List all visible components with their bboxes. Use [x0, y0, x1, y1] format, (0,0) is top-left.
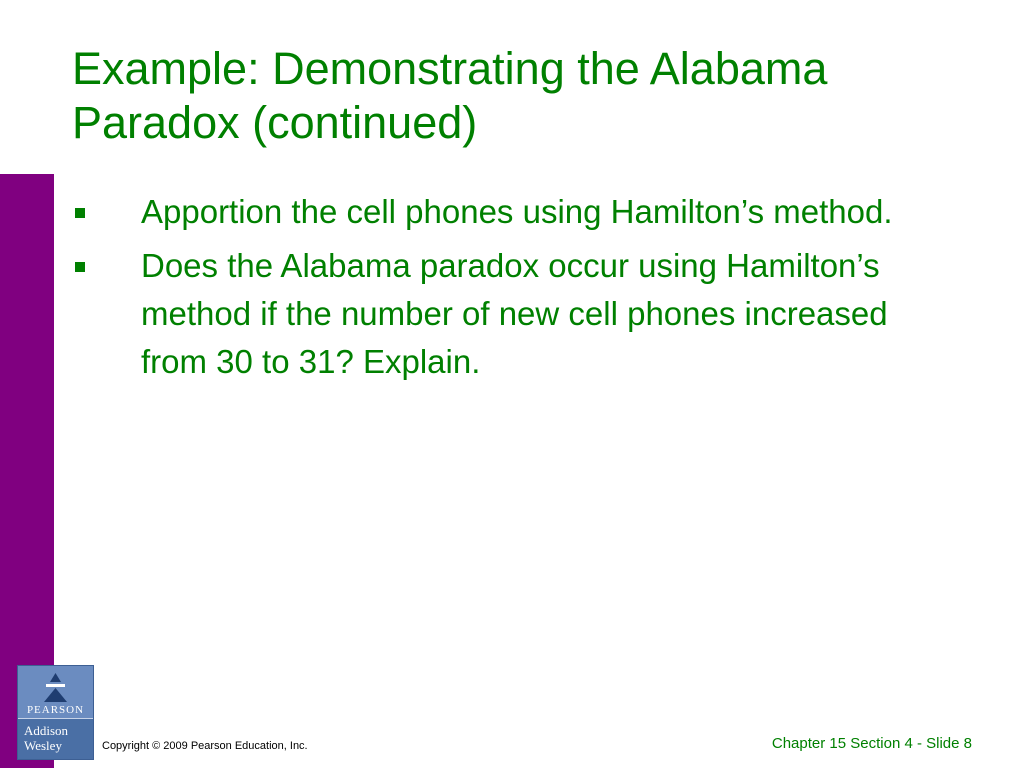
bullet-list: [72, 188, 952, 392]
logo-imprint-line-1: Addison: [24, 723, 69, 738]
copyright-notice: Copyright © 2009 Pearson Education, Inc.: [102, 740, 308, 752]
slide-title-line-2: Paradox (continued): [72, 97, 478, 148]
bullet-item: [72, 242, 952, 386]
bullet-text: Does the Alabama paradox occur using Hamilton’s method if the number of new cell phones increased from 30 to 31? Explain.: [141, 247, 888, 380]
square-bullet-icon: [75, 208, 85, 218]
logo-imprint-line-2: Wesley: [24, 738, 62, 753]
square-bullet-icon: [75, 262, 85, 272]
slide-title-line-1: Example: Demonstrating the Alabama: [72, 43, 828, 94]
pearson-addison-wesley-logo: [17, 665, 94, 760]
bullet-text: Apportion the cell phones using Hamilton’s method.: [141, 193, 893, 230]
slide-title: [72, 42, 972, 150]
slide-number: Chapter 15 Section 4 - Slide 8: [771, 735, 972, 752]
logo-brand-text: PEARSON: [26, 704, 85, 716]
logo-divider: [18, 718, 93, 719]
logo-top-panel: [18, 666, 93, 718]
bullet-item: [72, 188, 952, 236]
